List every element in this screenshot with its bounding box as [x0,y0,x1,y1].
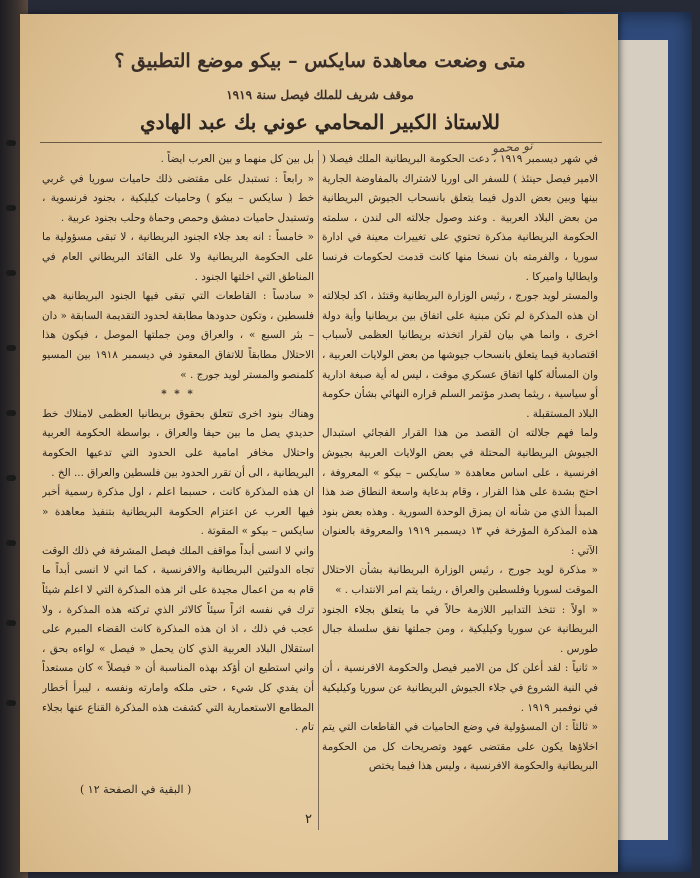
paragraph: ان هذه المذكرة كانت ، حسبما اعلم ، اول مذكرة رسمية أخبر فيها العرب عن اعتزام الحكومة البريطانية بتنفيذ معاهدة « سايكس – بيكو » المقوتة . [42,486,314,538]
paragraph: بل بين كل منهما و بين العرب ايضاً . [160,153,314,165]
article-subtitle: موقف شريف للملك فيصل سنة ١٩١٩ [226,88,414,102]
paragraph: « مذكرة لويد جورج ، رئيس الوزارة البريطانية بشأن الاحتلال الموقت لسوريا وفلسطين والعراق ، ريثما يتم امر الانتداب . » [322,564,598,597]
article-author: للاستاذ الكبير المحامي عوني بك عبد الهادي [140,110,500,134]
paragraph: والمستر لويد جورج ، رئيس الوزارة البريطانية وقتئذ ، اكد لجلالته ان هذه المذكرة لم تكن مبنية على اتفاق بين بريطانيا وأية دولة اخرى ، وانما هي بيان لقرار اتخذته بريطانيا العظمى لأسباب اقتصادية فيما يتعلق بانسحاب جيوشها من بعض الولايات العربية ، وان المسألة كلها اتفاق عسكري موقت ، ليس له أية صبغة ادارية أو سياسية ، ريثما يصدر مؤتمر السلم قراره النهائي بشأن حكومة البلاد المستقبلة . [322,290,598,420]
page-number: ٢ [305,812,312,827]
column-divider [318,150,319,830]
paragraph: « ثانياً : لقد أعلن كل من الامير فيصل والحكومة الافرنسية ، أن في النية الشروع في جلاء الجيوش البريطانية عن سوريا وكيليكية في نوفمبر ١٩١٩ . [322,662,598,714]
handwritten-note: تو محمو [491,138,534,156]
paragraph: « اولاً : تتخذ التدابير اللازمة حالاً في ما يتعلق بجلاء الجنود البريطانية عن سوريا وكيليكية ، ومن جملتها نفق سلسلة جبال طورس . [322,603,598,655]
paragraph: في شهر ديسمبر ١٩١٩ ، دعت الحكومة البريطانية الملك فيصلا ( الامير فيصل حينئذ ) للسفر الى اوربا لاشتراك بالمفاوضة الجارية بينها وبين بعض الدول فيما يتعلق بانسحاب الجيوش البريطانية من بعض البلاد العربية . وعند وصول جلالته الى لندن ، سلمته الحكومة البريطانية مذكرة تحتوي على تغييرات معينة في ادارة سوريا ، والفرمته بان نسخا منها كانت قدمت لحكومات فرنسا وايطاليا واميركا . [322,153,598,283]
paragraph: وهناك بنود اخرى تتعلق بحقوق بريطانيا العظمى لامتلاك خط حديدي يصل ما بين حيفا والعراق ، بواسطة الحكومة العربية واحتلال مخافر امامية على الحدود التي تدعيها الحكومة البريطانية ، الى أن تقرر الحدود بين فلسطين والعراق ... الخ . [42,407,314,479]
paragraph: « رابعاً : تستبدل على مقتضى ذلك حاميات سوريا في غربي خط ( سايكس – بيكو ) وحاميات كيليكية ، بجنود فرنسوية ، وتستبدل حاميات دمشق وحمص وحماة وحلب بجنود عربية . [42,172,314,224]
left-text-column [42,150,314,800]
paragraph: « خامساً : انه بعد جلاء الجنود البريطانية ، لا تبقى مسؤولية ما على الحكومة البريطانية ولا على القائد البريطاني العام في المناطق التي اخلتها الجنود . [42,231,314,283]
article-title: متى وضعت معاهدة سايكس – بيكو موضع التطبيق ؟ [114,50,526,72]
paragraph: « ثالثاً : ان المسؤولية في وضع الحاميات في القاطعات التي يتم اخلاؤها يكون على مقتضى عهود وتصريحات كل من الحكومة البريطانية والحكومة الافرنسية ، وليس هذا فيما يختص [322,721,598,773]
paragraph: « سادساً : القاطعات التي تبقى فيها الجنود البريطانية هي فلسطين ، وتكون حدودها مطابقة لحدود التقديمة السابقة « دان – بئر السبع » ، والعراق ومن جملتها الموصل ، فيكون هذا الاحتلال مطابقاً للاتفاق المعقود في ديسمبر ١٩١٨ بين المسيو كلمنصو والمستر لويد جورج . » [42,290,314,381]
paragraph: واني لا انسى أبداً مواقف الملك فيصل المشرفة في ذلك الوقت تجاه الدولتين البريطانية والافرنسية ، كما اني لا انسى أبداً ما قام به من اعمال مجيدة على اثر هذه المذكرة التي لا اعلم شيئاً ترك في نفسه اثراً سيئاً كالاثر الذي تركته هذه المذكرة ، ولا عجب في ذلك ، اذ ان هذه المذكرة كانت القضاء المبرم على استقلال البلاد العربية الذي كان يحمل « فيصل » لواءه بحق ، واني استطيع ان أؤكد بهذه المناسبة أن « فيصلاً » كان مستعداً أن يفدي كل شيء ، حتى ملكه وامارته ونفسه ، ليبرأ أخطار المطامع الاستعمارية التي كشفت هذه المذكرة القناع عنها بجلاء تام . [42,544,314,734]
header-rule [40,142,602,143]
paragraph: ولما فهم جلالته ان القصد من هذا القرار الفجائي استبدال الجيوش البريطانية المحتلة في بعض الولايات العربية بجيوش افرنسية ، على اساس معاهدة « سايكس – بيكو » المعروفة ، احتج بشدة على هذا القرار ، وقام بدعاية واسعة النطاق ضد هذا المبدأ الذي من شأنه ان يمزق الوحدة السورية . وهذه بعض بنود هذه المذكرة المؤرخة في ١٣ ديسمبر ١٩١٩ والمعروفة بالعنوان الآتي : [322,427,598,557]
continuation-note: ( البقية في الصفحة ١٢ ) [80,783,192,796]
section-separator: * * * [161,388,195,401]
right-text-column [322,150,598,840]
